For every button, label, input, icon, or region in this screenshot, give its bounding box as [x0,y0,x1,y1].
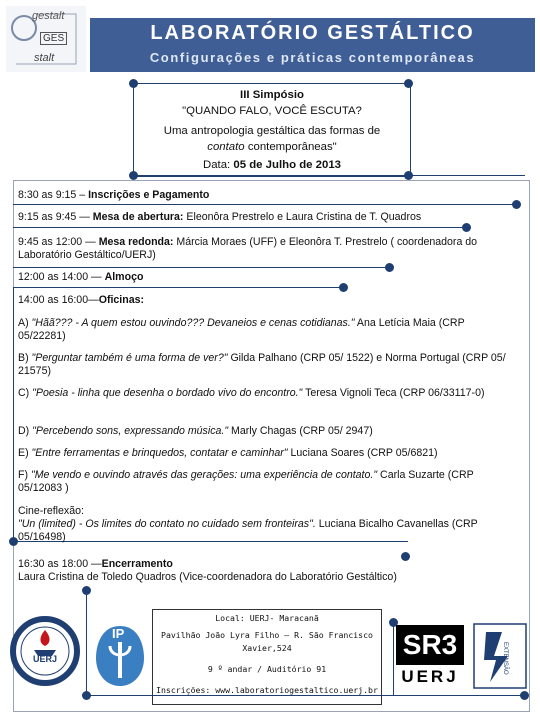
workshop-title: "Poesia - linha que desenha o bordado vivo do encontro." [32,387,303,399]
extensao-emblem-icon [472,622,528,690]
schedule-item-opening [18,211,523,224]
workshop-letter: B) [18,352,32,364]
venue-registration-link[interactable]: Inscrições: www.laboratoriogestaltico.uerj.br [156,685,378,695]
event-title: "QUANDO FALO, VOCÊ ESCUTA? [182,105,362,117]
item-time: 9:15 as 9:45 — [18,211,93,223]
connector-dot [339,283,348,292]
event-subtitle-line1: Uma antropologia gestáltica das formas de [163,125,381,137]
workshop-item [18,387,488,400]
connector-dot [9,537,18,546]
venue-floor: 9 º andar / Auditório 91 [207,664,327,674]
workshop-item [18,447,523,460]
workshop-person: Carla Suzarte (CRP 05/12083 ) [18,469,474,494]
header-banner [90,18,535,72]
cine-label: Cine-reflexão: [18,505,84,517]
footer-line-vertical [86,590,87,695]
workshop-item [18,425,523,438]
uerj-logo-text: UERJ [32,654,57,664]
schedule-item-round-table [18,236,518,262]
divider-line-vertical [13,287,14,542]
header [0,0,540,74]
workshop-person: Teresa Vignoli Teca (CRP 06/33117-0) [302,387,485,399]
event-date-value: 05 de Julho de 2013 [233,159,342,171]
gestalt-logo [6,6,86,72]
schedule-item-cine [18,505,513,544]
workshop-title: "Me vendo e ouvindo através das gerações: uma experiência de contato." [30,469,378,481]
footer-line-vertical [393,622,394,695]
workshop-letter: D) [18,425,33,437]
item-time: 9:45 as 12:00 — [18,236,99,248]
uerj-emblem-icon [10,616,80,686]
logo-word-3: stalt [34,52,55,64]
logo-word-1: gestalt [32,10,65,22]
sr3-logo-text: SR3 [396,625,464,665]
venue-info-box [152,609,382,705]
connector-dot [462,223,471,232]
uerj-logo [10,616,80,686]
workshop-letter: C) [18,387,33,399]
schedule-item-lunch [18,271,523,284]
schedule-item-workshops [18,294,523,307]
item-title: Inscrições e Pagamento [88,189,210,201]
divider-line [13,287,343,288]
workshop-person: Luciana Soares (CRP 05/6821) [287,447,438,459]
workshop-letter: E) [18,447,32,459]
workshop-item [18,469,513,495]
sr3-uerj-text: UERJ [401,667,459,686]
event-subtitle-line2 [134,139,410,155]
item-people: Eleonôra Prestrelo e Laura Cristina de T. Quadros [183,211,422,223]
logo-word-2: GES [40,32,67,45]
event-date-label: Data: [202,159,234,171]
connector-dot [520,691,529,700]
workshop-letter: A) [18,317,32,329]
sr3-logo [396,625,466,691]
venue-address: Xavier,524 [242,643,292,653]
venue-location: Local: UERJ- Maracanã [215,613,319,623]
item-time: 16:30 as 18:00 — [18,558,102,570]
lab-subtitle: Configurações e práticas contemporâneas [149,50,476,65]
divider-line [13,204,516,205]
item-title: Oficinas: [98,294,145,306]
workshop-title: "Perguntar também é uma forma de ver?" [31,352,228,364]
item-time: 14:00 as 16:00— [18,294,99,306]
event-edition: III Simpósio [240,89,304,101]
workshop-item [18,352,513,378]
workshop-letter: F) [18,469,31,481]
item-title: Mesa de abertura: [92,211,184,223]
schedule-item-closing [18,558,523,584]
workshop-title: "Percebendo sons, expressando música." [32,425,229,437]
closing-person: Laura Cristina de Toledo Quadros (Vice-coordenadora do Laboratório Gestáltico) [18,571,397,583]
workshop-title: "Hãã??? - A quem estou ouvindo??? Devaneios e cenas cotidianas." [31,317,355,329]
event-info-box [133,83,411,177]
cine-person: Luciana Bicalho Cavanellas (CRP 05/16498) [18,518,478,543]
connector-dot [82,586,91,595]
item-time: 12:00 as 14:00 — [18,271,105,283]
venue-building: Pavilhão João Lyra Filho – R. São Francisco [161,630,373,640]
item-title: Almoço [104,271,144,283]
extensao-logo-text: EXTENSÃO [502,642,508,675]
event-contato-word: contato [207,141,245,153]
schedule-item-registration [18,189,523,202]
item-title: Encerramento [101,558,173,570]
workshop-title: "Entre ferramentas e brinquedos, contatar e caminhar" [31,447,288,459]
lab-title: LABORATÓRIO GESTÁLTICO [150,22,475,44]
event-date [134,157,410,173]
divider-line [13,227,466,228]
item-time: 8:30 as 9:15 – [18,189,89,201]
ip-logo [92,622,148,690]
divider-line [13,267,389,268]
extensao-logo [472,622,528,690]
ip-logo-text: IP [112,626,125,641]
workshop-item [18,317,513,343]
workshop-person: Ana Letícia Maia (CRP 05/22281) [18,317,465,342]
workshop-person: Gilda Palhano (CRP 05/ 1522) e Norma Portugal (CRP 05/ 21575) [18,352,506,377]
cine-title: "Un (limited) - Os limites do contato no cuidado sem fronteiras". [18,518,316,530]
closing-heading [18,558,523,571]
item-title: Mesa redonda: [98,236,174,248]
cine-content [18,518,513,544]
event-subtitle-rest: contemporâneas" [244,141,337,153]
workshop-person: Marly Chagas (CRP 05/ 2947) [228,425,373,437]
item-people: Márcia Moraes (UFF) e Eleonôra T. Prestrelo ( coordenadora do Laboratório Gestáltico/UERJ) [18,236,478,261]
